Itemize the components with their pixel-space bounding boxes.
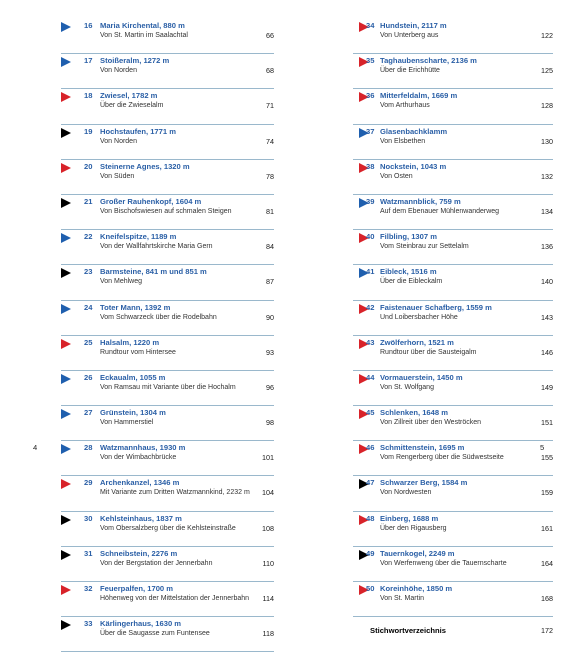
tour-number: 29 — [84, 478, 93, 488]
toc-entry[interactable] — [61, 617, 274, 652]
toc-entry[interactable] — [353, 512, 553, 547]
triangle-marker-icon — [61, 57, 71, 67]
page-ref: 101 — [262, 453, 274, 463]
index-entry[interactable] — [353, 617, 553, 641]
tour-title: Eckaualm, 1055 m — [100, 372, 166, 382]
tour-number: 17 — [84, 56, 93, 66]
triangle-marker-icon — [61, 128, 71, 138]
tour-number: 24 — [84, 302, 93, 312]
toc-entry[interactable] — [353, 160, 553, 195]
triangle-marker-icon — [61, 374, 71, 384]
triangle-marker-icon — [61, 198, 71, 208]
toc-entry[interactable] — [353, 547, 553, 582]
tour-title: Steinerne Agnes, 1320 m — [100, 161, 190, 171]
tour-route: Von St. Martin im Saalachtal — [100, 32, 188, 39]
toc-entry[interactable] — [61, 406, 274, 441]
tour-title: Zwiesel, 1782 m — [100, 91, 158, 101]
triangle-marker-icon — [61, 515, 71, 525]
toc-entry[interactable] — [61, 19, 274, 54]
tour-title: Schlenken, 1648 m — [380, 408, 448, 418]
page-ref: 146 — [541, 347, 553, 357]
toc-entry[interactable] — [353, 476, 553, 511]
tour-title: Nockstein, 1043 m — [380, 161, 447, 171]
tour-number: 40 — [366, 232, 375, 242]
tour-number: 47 — [366, 478, 375, 488]
page-ref: 87 — [266, 277, 274, 287]
toc-entry[interactable] — [353, 125, 553, 160]
tour-number: 26 — [84, 372, 93, 382]
toc-left-column — [61, 19, 274, 652]
page-ref: 130 — [541, 136, 553, 146]
tour-number: 25 — [84, 337, 93, 347]
tour-title: Barmsteine, 841 m und 851 m — [100, 267, 207, 277]
tour-route: Von der Bergstation der Jennerbahn — [100, 559, 213, 567]
page-ref: 96 — [266, 382, 274, 392]
triangle-marker-icon — [61, 233, 71, 243]
tour-route: Von Osten — [380, 172, 413, 180]
page-ref: 168 — [541, 594, 553, 603]
page-number-left: 4 — [33, 443, 38, 452]
toc-entry[interactable] — [61, 89, 274, 124]
tour-title: Glasenbachklamm — [380, 126, 448, 136]
tour-title: Schneibstein, 2276 m — [100, 548, 178, 558]
toc-entry[interactable] — [353, 230, 553, 265]
tour-route: Von der Wimbachbrücke — [100, 454, 177, 462]
toc-entry[interactable] — [61, 230, 274, 265]
page-ref: 81 — [266, 206, 274, 216]
page-ref: 122 — [541, 31, 553, 40]
triangle-marker-icon — [61, 268, 71, 278]
tour-number: 48 — [366, 513, 375, 523]
tour-number: 30 — [84, 513, 93, 523]
tour-route: Vom Obersalzberg über die Kehlsteinstraße — [100, 524, 236, 532]
index-title: Stichwortverzeichnis — [370, 626, 446, 636]
toc-right-column — [353, 19, 553, 641]
tour-route: Vom Arthurhaus — [380, 102, 430, 110]
tour-route: Von Elsbethen — [380, 137, 426, 145]
tour-route: Über den Rigausberg — [380, 524, 447, 532]
tour-title: Mitterfeldalm, 1669 m — [380, 91, 458, 101]
tour-route: Auf dem Ebenauer Mühlenwanderweg — [380, 207, 500, 215]
page-ref: 90 — [266, 312, 274, 322]
toc-entry[interactable] — [353, 301, 553, 336]
page-ref: 104 — [262, 488, 274, 498]
tour-title: Filbling, 1307 m — [380, 232, 437, 242]
toc-entry[interactable] — [353, 582, 553, 617]
toc-entry[interactable] — [353, 265, 553, 300]
page-ref: 118 — [262, 629, 274, 639]
tour-number: 44 — [366, 372, 375, 382]
tour-title: Maria Kirchental, 880 m — [100, 21, 185, 30]
toc-entry[interactable] — [61, 336, 274, 371]
tour-route: Von Mehlweg — [100, 278, 143, 286]
tour-title: Kneifelspitze, 1189 m — [100, 232, 177, 242]
tour-number: 27 — [84, 408, 93, 418]
page-ref: 78 — [266, 171, 274, 181]
tour-route: Von Norden — [100, 67, 137, 75]
tour-route: Von Unterberg aus — [380, 32, 439, 39]
tour-route: Von St. Martin — [380, 595, 424, 602]
toc-entry[interactable] — [353, 19, 553, 54]
tour-title: Grünstein, 1304 m — [100, 408, 166, 418]
tour-number: 16 — [84, 21, 93, 30]
tour-number: 22 — [84, 232, 93, 242]
triangle-marker-icon — [61, 585, 71, 595]
tour-title: Vormauerstein, 1450 m — [380, 372, 463, 382]
tour-number: 50 — [366, 584, 375, 593]
page-ref: 143 — [541, 312, 553, 322]
tour-title: Taghaubenscharte, 2136 m — [380, 56, 477, 66]
tour-title: Kärlingerhaus, 1630 m — [100, 619, 182, 629]
tour-number: 31 — [84, 548, 93, 558]
toc-entry[interactable] — [61, 160, 274, 195]
tour-route: Rundtour über die Sausteigalm — [380, 348, 477, 356]
tour-title: Watzmannblick, 759 m — [380, 196, 461, 206]
page-ref: 68 — [266, 66, 274, 76]
tour-route: Von der Wallfahrtskirche Maria Gern — [100, 243, 213, 251]
tour-number: 45 — [366, 408, 375, 418]
tour-title: Großer Rauhenkopf, 1604 m — [100, 196, 202, 206]
triangle-marker-icon — [61, 550, 71, 560]
tour-route: Vom Rengerberg über die Südwestseite — [380, 454, 504, 462]
tour-title: Kehlsteinhaus, 1837 m — [100, 513, 182, 523]
tour-number: 19 — [84, 126, 93, 136]
page-ref: 155 — [541, 453, 553, 463]
toc-entry[interactable] — [353, 54, 553, 89]
toc-entry[interactable] — [353, 406, 553, 441]
toc-entry[interactable] — [61, 54, 274, 89]
toc-entry[interactable] — [61, 125, 274, 160]
page-ref: 71 — [266, 101, 274, 111]
tour-title: Watzmannhaus, 1930 m — [100, 443, 186, 453]
tour-route: Von Zillreit über den Weströcken — [380, 419, 482, 427]
tour-number: 28 — [84, 443, 93, 453]
tour-number: 42 — [366, 302, 375, 312]
tour-number: 35 — [366, 56, 375, 66]
page-ref: 84 — [266, 242, 274, 252]
triangle-marker-icon — [61, 479, 71, 489]
tour-route: Vom Schwarzeck über die Rodelbahn — [100, 313, 217, 321]
page-ref: 98 — [266, 418, 274, 428]
page-ref: 110 — [262, 558, 274, 568]
triangle-marker-icon — [61, 163, 71, 173]
toc-entry[interactable] — [61, 371, 274, 406]
triangle-marker-icon — [61, 22, 71, 32]
toc-entry[interactable] — [61, 441, 274, 476]
tour-route: Vom Steinbrau zur Settelalm — [380, 243, 469, 251]
tour-title: Schmittenstein, 1695 m — [380, 443, 465, 453]
triangle-marker-icon — [61, 444, 71, 454]
tour-title: Zwölferhorn, 1521 m — [380, 337, 454, 347]
page-ref: 108 — [262, 523, 274, 533]
toc-entry[interactable] — [61, 301, 274, 336]
tour-number: 37 — [366, 126, 375, 136]
triangle-marker-icon — [61, 620, 71, 630]
tour-number: 34 — [366, 21, 375, 30]
tour-number: 39 — [366, 196, 375, 206]
toc-entry[interactable] — [61, 512, 274, 547]
tour-title: Schwarzer Berg, 1584 m — [380, 478, 468, 488]
tour-route: Von Werfenweng über die Tauernscharte — [380, 559, 507, 567]
tour-route: Über die Zwieselalm — [100, 102, 164, 110]
triangle-marker-icon — [61, 304, 71, 314]
page-ref: 74 — [266, 136, 274, 146]
tour-route: Über die Saugasse zum Funtensee — [100, 630, 210, 638]
page-ref: 128 — [541, 101, 553, 111]
page-ref: 151 — [541, 418, 553, 428]
tour-title: Toter Mann, 1392 m — [100, 302, 171, 312]
page-ref: 125 — [541, 66, 553, 76]
page-ref: 164 — [541, 558, 553, 568]
tour-route: Von Süden — [100, 172, 135, 180]
tour-number: 49 — [366, 548, 375, 558]
tour-route: Über die Erichhütte — [380, 67, 440, 75]
page-ref: 159 — [541, 488, 553, 498]
tour-route: Von St. Wolfgang — [380, 383, 434, 391]
tour-number: 36 — [366, 91, 375, 101]
tour-number: 18 — [84, 91, 93, 101]
tour-route: Von Nordwesten — [380, 489, 432, 497]
tour-title: Hundstein, 2117 m — [380, 21, 447, 30]
page-ref: 132 — [541, 171, 553, 181]
toc-entry[interactable] — [61, 582, 274, 617]
tour-title: Koreinhöhe, 1850 m — [380, 584, 453, 593]
page-ref: 114 — [262, 594, 274, 603]
triangle-marker-icon — [61, 409, 71, 419]
tour-number: 43 — [366, 337, 375, 347]
tour-route: Von Bischofswiesen auf schmalen Steigen — [100, 207, 232, 215]
tour-number: 46 — [366, 443, 375, 453]
tour-title: Eibleck, 1516 m — [380, 267, 437, 277]
toc-entry[interactable] — [61, 265, 274, 300]
page-ref: 161 — [541, 523, 553, 533]
toc-entry[interactable] — [353, 89, 553, 124]
tour-title: Tauernkogel, 2249 m — [380, 548, 455, 558]
toc-entry[interactable] — [61, 195, 274, 230]
toc-entry[interactable] — [61, 476, 274, 511]
tour-route: Mit Variante zum Dritten Watzmannkind, 2232 m — [100, 489, 250, 497]
triangle-marker-icon — [61, 92, 71, 102]
page-ref: 66 — [266, 31, 274, 40]
page-ref: 149 — [541, 382, 553, 392]
tour-title: Archenkanzel, 1346 m — [100, 478, 180, 488]
tour-route: Über die Eibleckalm — [380, 278, 443, 286]
tour-route: Von Ramsau mit Variante über die Hochalm — [100, 383, 236, 391]
tour-title: Stoißeralm, 1272 m — [100, 56, 170, 66]
index-page-ref: 172 — [541, 626, 553, 636]
tour-route: Von Norden — [100, 137, 137, 145]
tour-number: 23 — [84, 267, 93, 277]
page-number-right: 5 — [540, 443, 545, 452]
toc-entry[interactable] — [353, 371, 553, 406]
tour-number: 33 — [84, 619, 93, 629]
toc-entry[interactable] — [353, 336, 553, 371]
page-ref: 93 — [266, 347, 274, 357]
toc-entry[interactable] — [353, 441, 553, 476]
tour-title: Faistenauer Schafberg, 1559 m — [380, 302, 492, 312]
tour-number: 41 — [366, 267, 375, 277]
tour-route: Rundtour vom Hintersee — [100, 348, 176, 356]
tour-title: Halsalm, 1220 m — [100, 337, 160, 347]
tour-title: Einberg, 1688 m — [380, 513, 439, 523]
triangle-marker-icon — [61, 339, 71, 349]
page-ref: 134 — [541, 206, 553, 216]
tour-route: Von Hammerstiel — [100, 419, 154, 427]
page-ref: 136 — [541, 242, 553, 252]
tour-number: 32 — [84, 584, 93, 593]
tour-title: Feuerpalfen, 1700 m — [100, 584, 174, 593]
toc-entry[interactable] — [61, 547, 274, 582]
toc-entry[interactable] — [353, 195, 553, 230]
tour-route: Höhenweg von der Mittelstation der Jennerbahn — [100, 595, 250, 602]
tour-number: 21 — [84, 196, 93, 206]
page-ref: 140 — [541, 277, 553, 287]
tour-number: 20 — [84, 161, 93, 171]
tour-title: Hochstaufen, 1771 m — [100, 126, 176, 136]
tour-number: 38 — [366, 161, 375, 171]
tour-route: Und Loibersbacher Höhe — [380, 313, 458, 321]
